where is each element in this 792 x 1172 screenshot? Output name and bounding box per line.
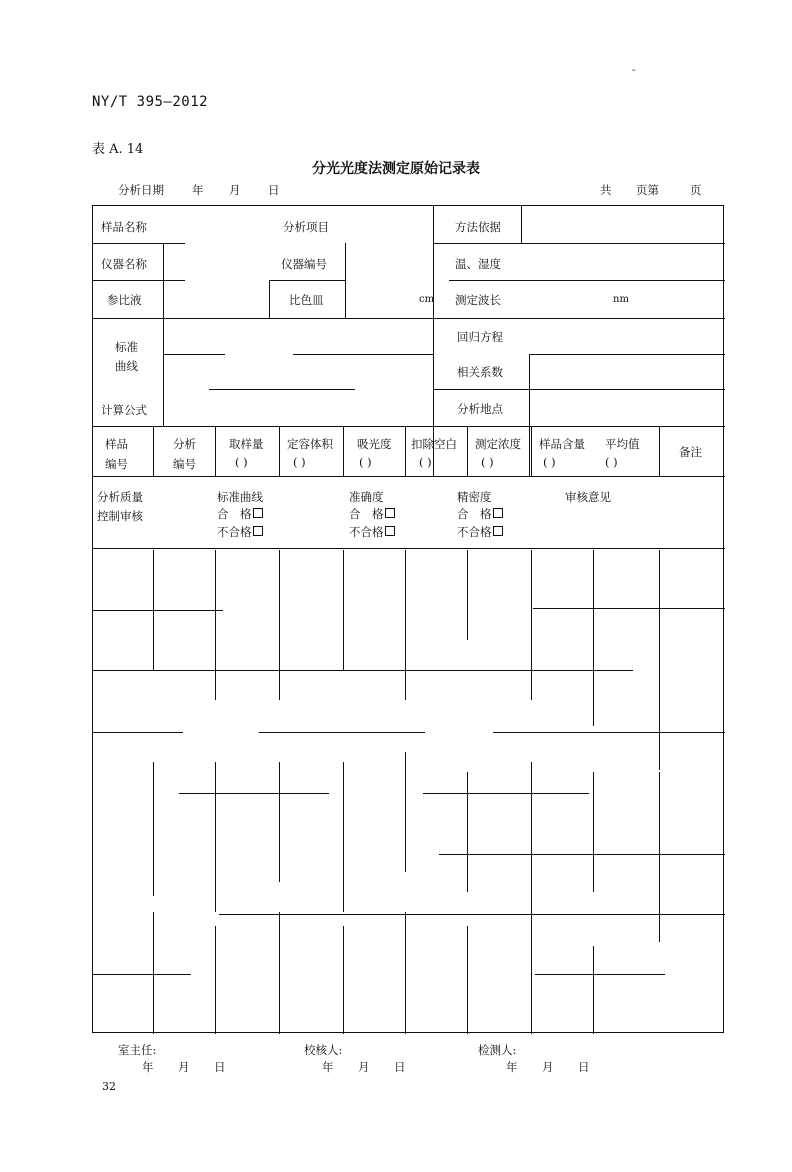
scan-mark: - bbox=[632, 65, 636, 76]
grid-line bbox=[593, 946, 594, 1034]
grid-line bbox=[405, 426, 406, 476]
instrument-name-label: 仪器名称 bbox=[101, 257, 147, 271]
std-curve-label-1: 标准 bbox=[115, 340, 138, 354]
page-total-label: 共 bbox=[600, 183, 612, 197]
grid-line bbox=[93, 610, 223, 611]
grid-line bbox=[153, 550, 154, 670]
grid-line bbox=[533, 608, 725, 609]
grid-line bbox=[659, 772, 660, 942]
grid-line bbox=[93, 732, 183, 733]
grid-line bbox=[279, 762, 280, 882]
grid-line bbox=[343, 426, 344, 476]
grid-line bbox=[93, 670, 633, 671]
grid-line bbox=[531, 426, 532, 476]
grid-line bbox=[93, 318, 725, 319]
tester-label: 检测人: bbox=[478, 1043, 517, 1057]
grid-line bbox=[463, 914, 725, 915]
pass-label: 合 格 bbox=[217, 507, 252, 521]
col-content-unit: ( ) bbox=[543, 455, 556, 469]
grid-line bbox=[467, 926, 468, 1034]
qc-precision-pass[interactable] bbox=[457, 506, 503, 522]
date-month: 月 bbox=[229, 183, 241, 197]
grid-line bbox=[215, 550, 216, 700]
qc-accuracy-fail[interactable] bbox=[349, 524, 395, 540]
reference-label: 参比液 bbox=[107, 293, 142, 307]
grid-line bbox=[531, 762, 532, 912]
col-sample-no-1: 样品 bbox=[105, 437, 128, 451]
location-label: 分析地点 bbox=[457, 402, 503, 416]
qc-accuracy-pass[interactable] bbox=[349, 506, 395, 522]
qc-precision-fail[interactable] bbox=[457, 524, 503, 540]
grid-line bbox=[423, 793, 589, 794]
col-absorbance: 吸光度 bbox=[357, 437, 392, 451]
checkbox[interactable] bbox=[253, 508, 263, 518]
nm-unit: nm bbox=[613, 294, 629, 305]
grid-line bbox=[93, 476, 725, 477]
grid-line bbox=[535, 974, 665, 975]
grid-line bbox=[293, 354, 433, 355]
director-label: 室主任: bbox=[118, 1043, 157, 1057]
col-analysis-no-1: 分析 bbox=[173, 437, 196, 451]
grid-line bbox=[93, 280, 185, 281]
col-absorbance-unit: ( ) bbox=[359, 455, 372, 469]
grid-line bbox=[467, 550, 468, 640]
grid-line bbox=[93, 974, 191, 975]
temp-humidity-label: 温、湿度 bbox=[455, 257, 501, 271]
analysis-item-label: 分析项目 bbox=[283, 220, 329, 234]
grid-line bbox=[529, 354, 725, 355]
cm-unit: cm bbox=[419, 294, 435, 305]
grid-line bbox=[163, 354, 225, 355]
grid-line bbox=[433, 389, 725, 390]
grid-line bbox=[493, 732, 725, 733]
grid-line bbox=[343, 762, 344, 912]
grid-line bbox=[449, 280, 725, 281]
grid-line bbox=[467, 426, 468, 476]
grid-line bbox=[439, 854, 725, 855]
col-sample-qty: 取样量 bbox=[229, 437, 264, 451]
correlation-label: 相关系数 bbox=[457, 365, 503, 379]
grid-line bbox=[279, 426, 280, 476]
qc-std-curve-fail[interactable] bbox=[217, 524, 263, 540]
col-volume: 定容体积 bbox=[287, 437, 333, 451]
std-curve-label-2: 曲线 bbox=[115, 359, 138, 373]
cuvette-label: 比色皿 bbox=[289, 293, 324, 307]
page-number: 32 bbox=[102, 1080, 116, 1093]
checkbox[interactable] bbox=[385, 508, 395, 518]
fail-label: 不合格 bbox=[217, 525, 252, 539]
instrument-no-label: 仪器编号 bbox=[281, 257, 327, 271]
director-year: 年 bbox=[142, 1060, 154, 1074]
checker-year: 年 bbox=[322, 1060, 334, 1074]
page-mid-label: 页第 bbox=[636, 183, 659, 197]
fail-label: 不合格 bbox=[349, 525, 384, 539]
date-label: 分析日期 bbox=[118, 183, 164, 197]
tester-month: 月 bbox=[542, 1060, 554, 1074]
checker-label: 校核人: bbox=[304, 1043, 343, 1057]
col-analysis-no-2: 编号 bbox=[173, 457, 196, 471]
checkbox[interactable] bbox=[493, 526, 503, 536]
page-end-label: 页 bbox=[690, 183, 702, 197]
grid-line bbox=[93, 426, 725, 427]
col-content: 样品含量 bbox=[539, 437, 585, 451]
qc-std-curve-pass[interactable] bbox=[217, 506, 263, 522]
qc-review: 审核意见 bbox=[565, 490, 611, 504]
date-day: 日 bbox=[268, 183, 280, 197]
grid-line bbox=[343, 550, 344, 670]
grid-line bbox=[269, 280, 345, 281]
tester-day: 日 bbox=[578, 1060, 590, 1074]
col-mean: 平均值 bbox=[605, 437, 640, 451]
grid-line bbox=[153, 912, 154, 1034]
grid-line bbox=[405, 912, 406, 1034]
qc-precision: 精密度 bbox=[457, 490, 492, 504]
grid-line bbox=[343, 926, 344, 1034]
qc-std-curve: 标准曲线 bbox=[217, 490, 263, 504]
grid-line bbox=[405, 550, 406, 700]
grid-line bbox=[93, 243, 185, 244]
grid-line bbox=[529, 354, 530, 476]
qc-accuracy: 准确度 bbox=[349, 490, 384, 504]
col-volume-unit: ( ) bbox=[293, 455, 306, 469]
grid-line bbox=[405, 752, 406, 872]
qc-label-2: 控制审核 bbox=[97, 509, 143, 523]
grid-line bbox=[467, 772, 468, 892]
qc-label-1: 分析质量 bbox=[97, 490, 143, 504]
checkbox[interactable] bbox=[385, 526, 395, 536]
col-remark: 备注 bbox=[679, 445, 702, 459]
table-number: 表 A. 14 bbox=[92, 142, 144, 157]
grid-line bbox=[531, 912, 532, 1034]
grid-line bbox=[521, 206, 522, 243]
regression-label: 回归方程 bbox=[457, 330, 503, 344]
grid-line bbox=[163, 389, 164, 426]
pass-label: 合 格 bbox=[457, 507, 492, 521]
col-concentration: 测定浓度 bbox=[475, 437, 521, 451]
grid-line bbox=[531, 550, 532, 700]
fail-label: 不合格 bbox=[457, 525, 492, 539]
grid-line bbox=[153, 426, 154, 476]
grid-line bbox=[269, 280, 270, 318]
wavelength-label: 测定波长 bbox=[455, 293, 501, 307]
grid-line bbox=[345, 243, 346, 318]
grid-line bbox=[215, 926, 216, 1034]
grid-line bbox=[93, 548, 725, 549]
grid-line bbox=[259, 732, 425, 733]
grid-line bbox=[279, 912, 280, 1034]
grid-line bbox=[593, 550, 594, 726]
grid-line bbox=[153, 762, 154, 896]
col-mean-unit: ( ) bbox=[605, 455, 618, 469]
grid-line bbox=[219, 914, 465, 915]
tester-year: 年 bbox=[506, 1060, 518, 1074]
checkbox[interactable] bbox=[493, 508, 503, 518]
grid-line bbox=[659, 550, 660, 770]
col-sample-qty-unit: ( ) bbox=[235, 455, 248, 469]
form-title: 分光光度法测定原始记录表 bbox=[312, 161, 480, 177]
grid-line bbox=[163, 243, 164, 389]
formula-label: 计算公式 bbox=[101, 403, 147, 417]
checkbox[interactable] bbox=[253, 526, 263, 536]
pass-label: 合 格 bbox=[349, 507, 384, 521]
grid-line bbox=[215, 762, 216, 912]
grid-line bbox=[279, 550, 280, 700]
col-concentration-unit: ( ) bbox=[481, 455, 494, 469]
date-year: 年 bbox=[192, 183, 204, 197]
checker-month: 月 bbox=[358, 1060, 370, 1074]
director-day: 日 bbox=[214, 1060, 226, 1074]
col-blank-unit: ( ) bbox=[419, 455, 432, 469]
col-blank: 扣除空白 bbox=[411, 437, 457, 451]
grid-line bbox=[659, 426, 660, 476]
grid-line bbox=[209, 389, 355, 390]
col-sample-no-2: 编号 bbox=[105, 457, 128, 471]
record-table bbox=[92, 205, 724, 1033]
grid-line bbox=[593, 772, 594, 892]
grid-line bbox=[433, 243, 725, 244]
standard-number: NY/T 395—2012 bbox=[92, 94, 209, 110]
method-basis-label: 方法依据 bbox=[455, 220, 501, 234]
sample-name-label: 样品名称 bbox=[101, 220, 147, 234]
director-month: 月 bbox=[178, 1060, 190, 1074]
checker-day: 日 bbox=[394, 1060, 406, 1074]
grid-line bbox=[179, 793, 329, 794]
grid-line bbox=[215, 426, 216, 476]
